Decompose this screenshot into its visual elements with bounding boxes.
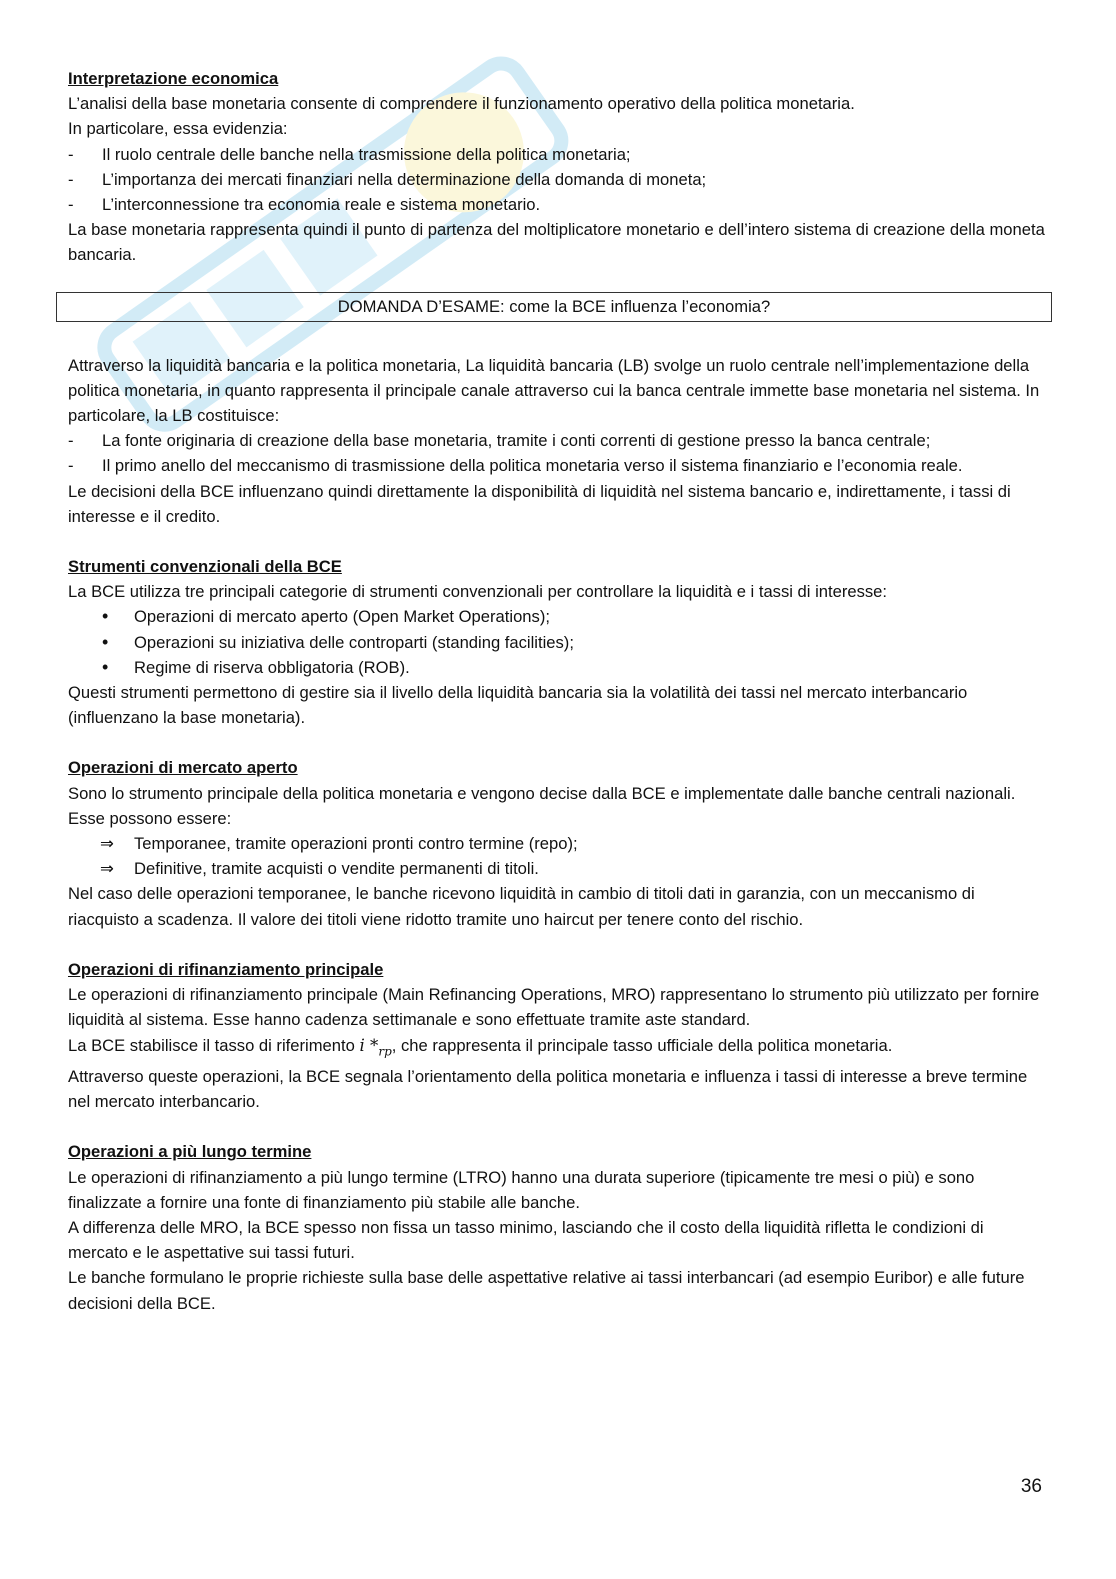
paragraph: La BCE utilizza tre principali categorie di strumenti convenzionali per controllare la liquidità e i tassi di interesse: [68,582,888,602]
heading-lungo-termine: Operazioni a più lungo termine [68,1142,312,1162]
heading-strumenti: Strumenti convenzionali della BCE [68,557,342,577]
paragraph: L’analisi della base monetaria consente di comprendere il funzionamento operativo della politica monetaria. [68,94,855,114]
heading-rifinanziamento: Operazioni di rifinanziamento principale [68,959,384,979]
list-item: • Operazioni di mercato aperto (Open Market Operations); [68,604,1048,629]
paragraph: Attraverso queste operazioni, la BCE segnala l’orientamento della politica monetaria e influenza i tassi di interesse a breve termine nel mercato interbancario. [68,1067,1028,1112]
paragraph: Questi strumenti permettono di gestire sia il livello della liquidità bancaria sia la volatilità dei tassi nel mercato interbancario (influenzano la base monetaria). [68,683,968,728]
math-subscript: rp [378,1043,392,1058]
document-page [68,66,1048,1316]
text-span: La BCE stabilisce il tasso di riferimento [68,1035,360,1055]
math-symbol: i * [359,1035,379,1055]
paragraph: Le banche formulano le proprie richieste sulla base delle aspettative relative ai tassi interbancari (ad esempio Euribor) e alle future decisioni della BCE. [68,1268,1025,1313]
list-item: - L’importanza dei mercati finanziari nella determinazione della domanda di moneta; [68,167,1048,192]
paragraph: La base monetaria rappresenta quindi il punto di partenza del moltiplicatore monetario e dell’intero sistema di creazione della moneta bancaria. [68,220,1045,265]
paragraph: Nel caso delle operazioni temporanee, le banche ricevono liquidità in cambio di titoli dati in garanzia, con un meccanismo di riacquisto a scadenza. Il valore dei titoli viene ridotto tramite uno haircut per tenere conto del rischio. [68,884,975,929]
list-item: ⇒ Temporanee, tramite operazioni pronti contro termine (repo); [68,831,1048,856]
list-item: - Il primo anello del meccanismo di trasmissione della politica monetaria verso il sistema finanziario e l’economia reale. [68,453,1048,478]
list-item: • Operazioni su iniziativa delle controparti (standing facilities); [68,630,1048,655]
arrow-list [68,831,1048,881]
paragraph: Attraverso la liquidità bancaria e la politica monetaria, La liquidità bancaria (LB) svolge un ruolo centrale nell’implementazione della politica monetaria, in quanto rappresenta il principale canale attraverso cui la banca centrale immette base monetaria nel sistema. In particolare, la LB costituisce: [68,355,1040,426]
paragraph: Le operazioni di rifinanziamento principale (Main Refinancing Operations, MRO) rappresentano lo strumento più utilizzato per fornire liquidità al sistema. Esse hanno cadenza settimanale e sono effettuate tramite aste standard. [68,985,1040,1030]
list-item: ⇒ Definitive, tramite acquisti o vendite permanenti di titoli. [68,856,1048,881]
page-number: 36 [1020,1476,1042,1497]
list-item: - Il ruolo centrale delle banche nella trasmissione della politica monetaria; [68,142,1048,167]
list-item: • Regime di riserva obbligatoria (ROB). [68,655,1048,680]
bullet-list [68,604,1048,680]
paragraph-with-formula [68,1033,1048,1065]
paragraph: Le decisioni della BCE influenzano quindi direttamente la disponibilità di liquidità nel sistema bancario e, indirettamente, i tassi di interesse e il credito. [68,481,1011,526]
paragraph: Le operazioni di rifinanziamento a più lungo termine (LTRO) hanno una durata superiore (tipicamente tre mesi o più) e sono finalizzate a fornire una fonte di finanziamento più stabile alle banche. [68,1167,975,1212]
exam-question-text: DOMANDA D’ESAME: come la BCE influenza l’economia? [337,297,771,316]
paragraph: Sono lo strumento principale della politica monetaria e vengono decise dalla BCE e implementate dalle banche centrali nazionali. Esse possono essere: [68,783,1016,828]
paragraph: A differenza delle MRO, la BCE spesso non fissa un tasso minimo, lasciando che il costo della liquidità rifletta le condizioni di mercato e le aspettative sui tassi futuri. [68,1218,984,1263]
list-item: - La fonte originaria di creazione della base monetaria, tramite i conti correnti di gestione presso la banca centrale; [68,428,1048,453]
dash-list [68,142,1048,218]
dash-list [68,428,1048,478]
text-span: , che rappresenta il principale tasso ufficiale della politica monetaria. [391,1035,893,1055]
list-item: - L’interconnessione tra economia reale e sistema monetario. [68,192,1048,217]
heading-interpretazione: Interpretazione economica [68,69,279,88]
math-formula [359,1035,392,1058]
heading-mercato-aperto: Operazioni di mercato aperto [68,758,298,778]
paragraph: In particolare, essa evidenzia: [68,119,288,139]
